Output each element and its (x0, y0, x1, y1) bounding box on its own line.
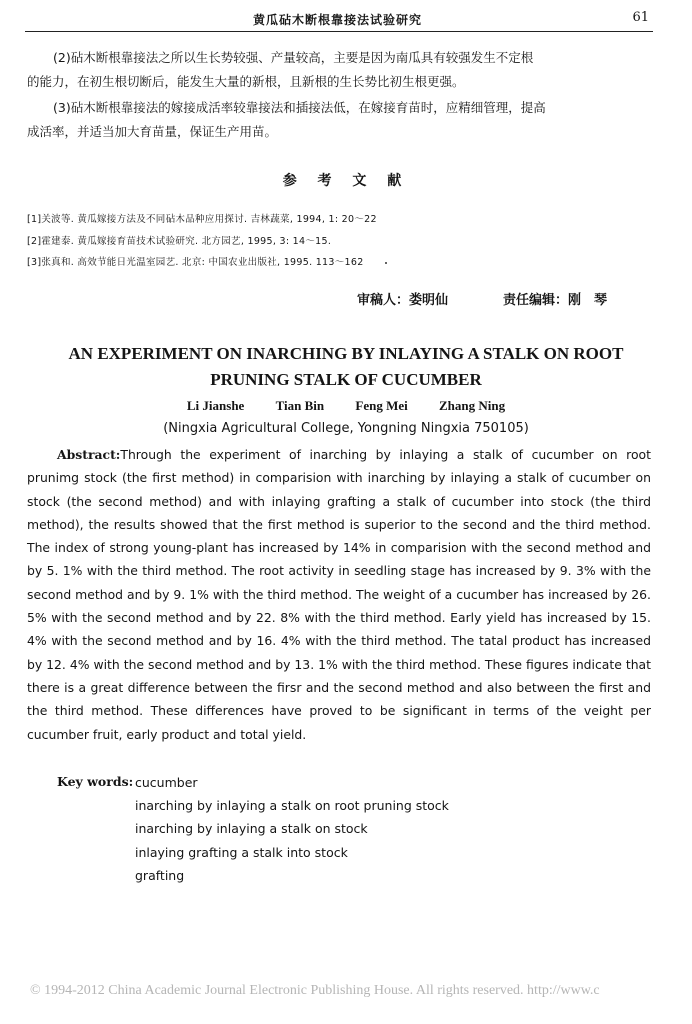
keyword: grafting (135, 868, 185, 883)
running-header (25, 9, 653, 32)
english-title-line-1: AN EXPERIMENT ON INARCHING BY INLAYING A STALK ON ROOT (68, 344, 624, 363)
reviewer-credit: 审稿人：娄明仙 (357, 293, 449, 308)
reference-item: [3]张真和. 高效节能日光温室园艺. 北京: 中国农业出版社, 1995. 113～162 (27, 257, 364, 268)
body-paragraph-2 (27, 46, 653, 94)
keyword: cucumber (135, 775, 198, 790)
paragraph-line: (3)砧木断根靠接法的嫁接成活率较靠接法和插接法低，在嫁接育苗时，应精细管理，提高 (53, 100, 546, 115)
keywords-label: Key words: (57, 774, 134, 789)
references-heading: 参 考 文 献 (282, 173, 410, 189)
keyword: inarching by inlaying a stalk on stock (135, 821, 368, 836)
affiliation: (Ningxia Agricultural College, Yongning Ningxia 750105) (163, 421, 529, 436)
abstract (27, 443, 651, 746)
english-title-line-2: PRUNING STALK OF CUCUMBER (210, 370, 482, 389)
keyword: inlaying grafting a stalk into stock (135, 845, 348, 860)
reference-item: [2]霍建泰. 黄瓜嫁接育苗技术试验研究. 北方园艺, 1995, 3: 14～15. (27, 236, 332, 247)
stray-mark (385, 262, 387, 264)
keyword: inarching by inlaying a stalk on root pruning stock (135, 798, 449, 813)
author: Li Jianshe (186, 398, 245, 413)
author: Tian Bin (275, 398, 325, 413)
reference-item: [1]关波等. 黄瓜嫁接方法及不同砧木品种应用探讨. 吉林蔬菜, 1994, 1: 20～22 (27, 214, 377, 225)
body-paragraph-3 (27, 96, 653, 144)
paragraph-line: 成活率，并适当加大育苗量，保证生产用苗。 (27, 124, 278, 139)
author: Zhang Ning (438, 398, 506, 413)
abstract-label: Abstract: (57, 447, 121, 462)
editor-credit: 责任编辑：刚 琴 (503, 293, 608, 308)
paragraph-line: (2)砧木断根靠接法之所以生长势较强、产量较高，主要是因为南瓜具有较强发生不定根 (53, 50, 534, 65)
paragraph-line: 的能力，在初生根切断后，能发生大量的新根，且新根的生长势比初生根更强。 (27, 74, 465, 89)
authors (0, 398, 692, 414)
running-header-title: 黄瓜砧木断根靠接法试验研究 (253, 13, 423, 27)
author: Feng Mei (355, 398, 408, 413)
copyright-footer: © 1994-2012 China Academic Journal Electronic Publishing House. All rights reserved. http://www.c (30, 983, 600, 998)
page-number: 61 (632, 10, 649, 25)
abstract-text: Through the experiment of inarching by inlaying a stalk of cucumber on root prunimg stock (the first method) in comparision with inarching by inlaying a stalk of cucumber on stock (the second method) and with inlaying grafting a stalk of cucumber into stock (the third method), the results showed that the first method is superior to the second and the third method. The index of strong young-plant has increased by 14% in comparision with the second method and by 5. 1% with the third method. The root activity in seedling stage has increased by 9. 3% with the second method and by 9. 1% with the third method. The weight of a cucumber has increased by 26. 5% with the second method and by 22. 8% with the third method. Early yield has increased by 15. 4% with the second method and by 16. 4% with the third method. The tatal product has increased by 12. 4% with the second method and by 13. 1% with the third method. These figures indicate that there is a great difference between the firsr and the second method and also between the first and the third method. These differences have proved to be significant in terms of the veight per cucumber fruit, early product and total yield. (27, 447, 651, 742)
